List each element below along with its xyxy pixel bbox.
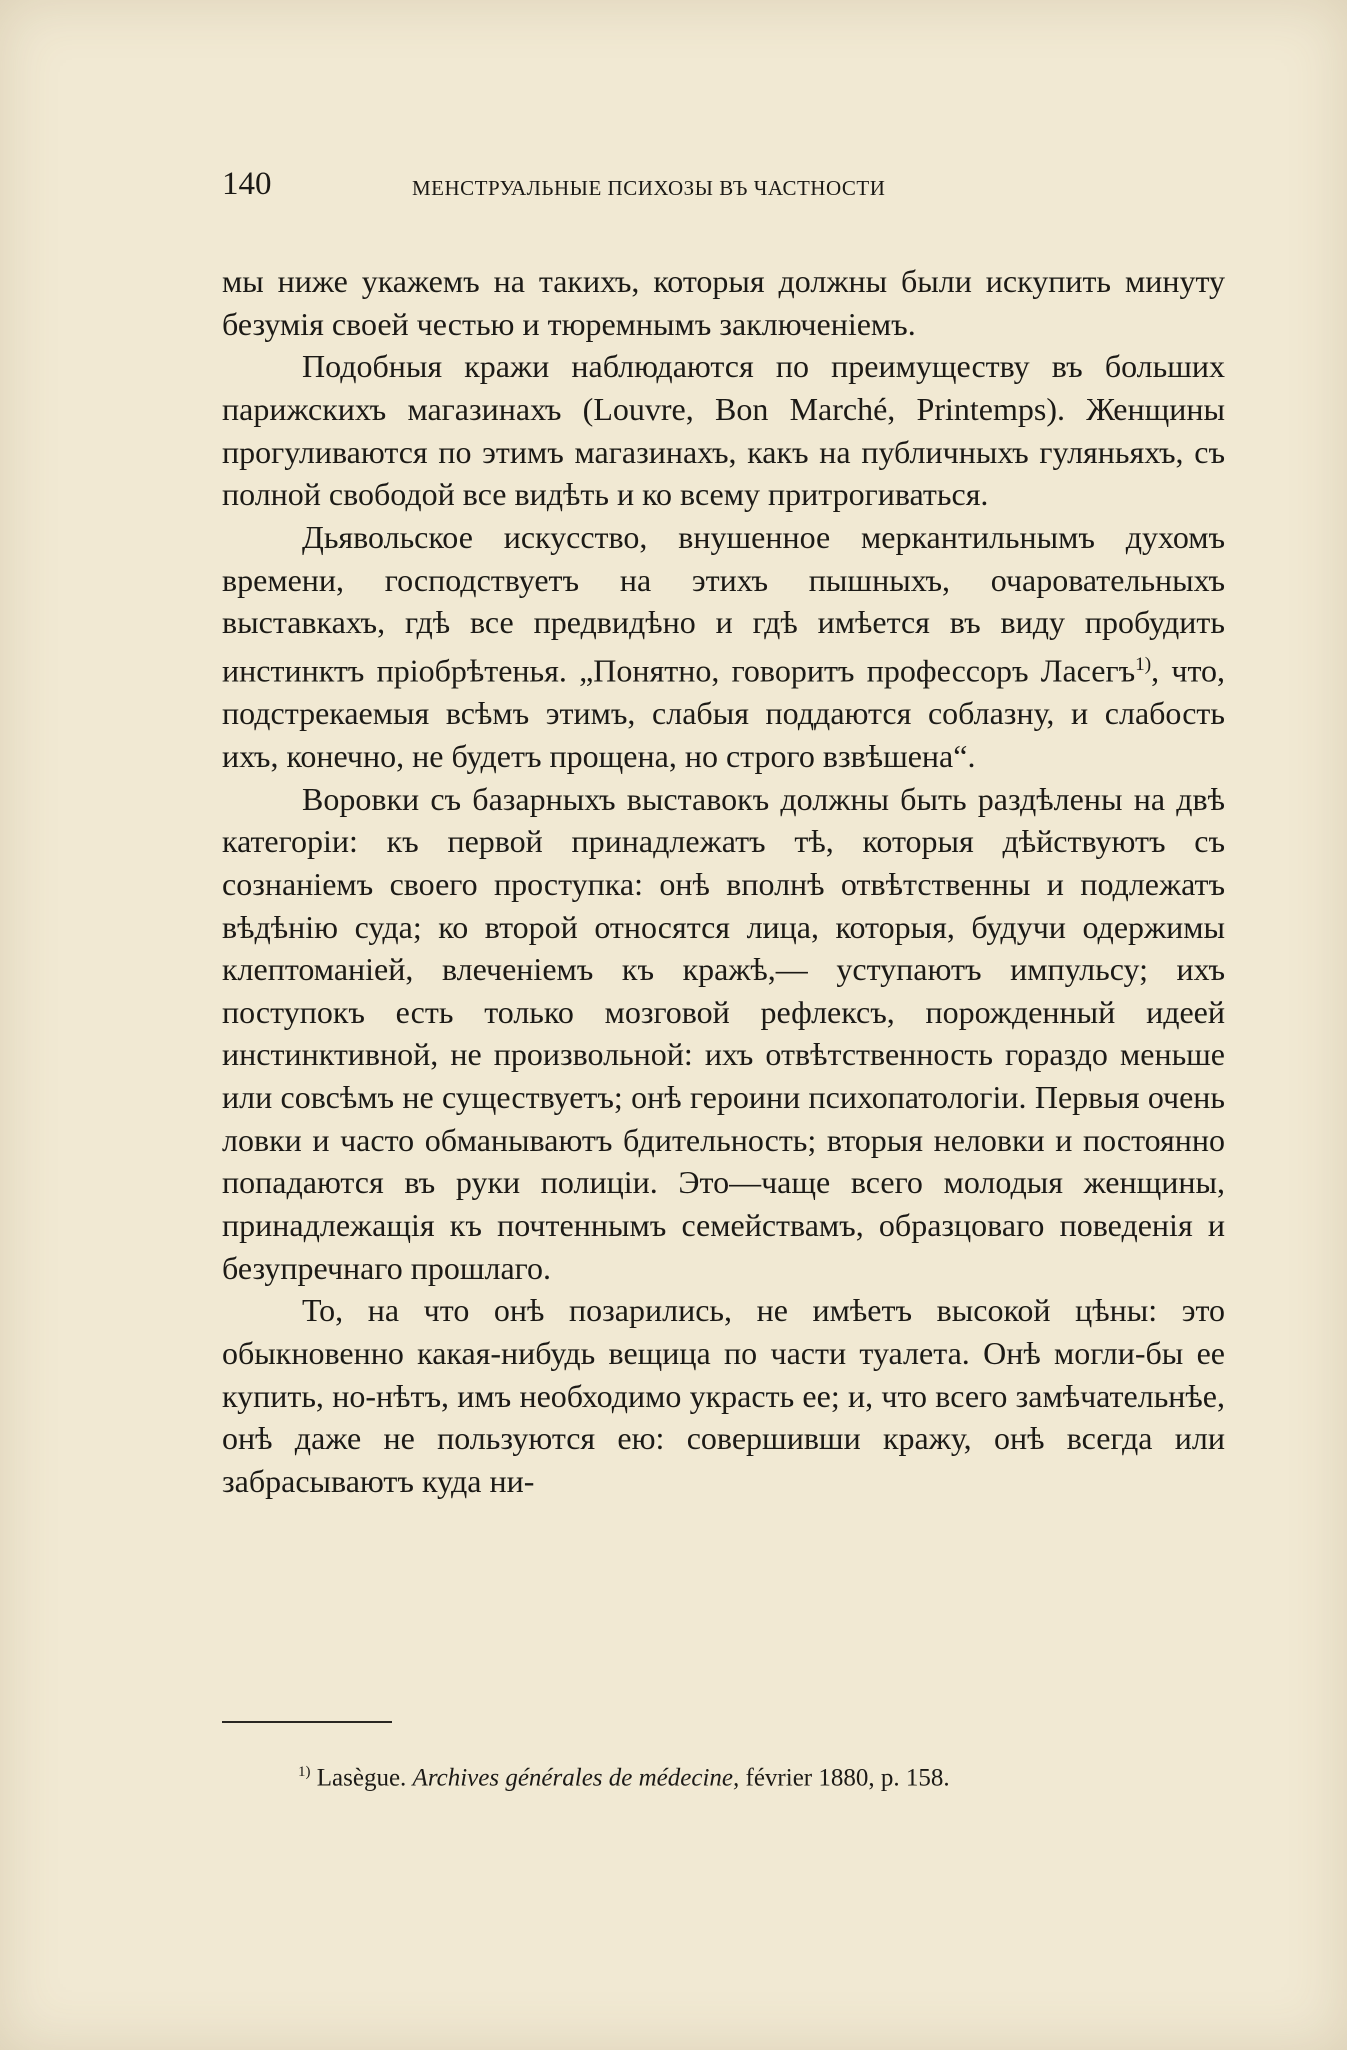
- paragraph-3-text-before: Дьявольское искусство, внушенное меркантильнымъ духомъ времени, господствуетъ на этихъ пышныхъ, очаровательныхъ выставкахъ, гдѣ все предвидѣно и гдѣ имѣется въ виду пробудить инстинктъ пріобрѣтенья. „Понятно, говоритъ профессоръ Ласегъ: [222, 518, 1225, 689]
- page-header: [222, 166, 1102, 206]
- paragraph-2: Подобныя кражи наблюдаются по преимуществу въ больших парижскихъ магазинахъ (Louvre, Bon Marché, Printemps). Женщины прогуливаются по этимъ магазинахъ, какъ на публичныхъ гуляньяхъ, съ полной свободой все видѣть и ко всему притрогиваться.: [222, 348, 1225, 513]
- paragraph-5: То, на что онѣ позарились, не имѣетъ высокой цѣны: это обыкновенно какая-нибудь вещица по части туалета. Онѣ могли-бы ее купить, но-нѣтъ, имъ необходимо украсть ее; и, что всего замѣчательнѣе, онѣ даже не пользуются ею: совершивши кражу, онѣ всегда или забрасываютъ куда ни-: [222, 1292, 1225, 1500]
- footnote-author: Lasègue.: [316, 1764, 407, 1792]
- paragraph-3-text-after: , что, подстрекаемыя всѣмъ этимъ, слабыя поддаются соблазну, и слабость ихъ, конечно, не будетъ прощена, но строго взвѣшена“.: [222, 652, 1226, 774]
- footnote-divider: [222, 1721, 392, 1723]
- footnote-reference: 1): [1135, 653, 1152, 675]
- paragraph-3: [222, 516, 1225, 778]
- running-title: МЕНСТРУАЛЬНЫЕ ПСИХОЗЫ ВЪ ЧАСТНОСТИ: [412, 176, 886, 200]
- paragraph-4: Воровки съ базарныхъ выставокъ должны быть раздѣлены на двѣ категоріи: къ первой принадлежатъ тѣ, которыя дѣйствуютъ съ сознаніемъ своего проступка: онѣ вполнѣ отвѣтственны и подлежатъ вѣдѣнію суда; ко второй относятся лица, которыя, будучи одержимы клептоманіей, влеченіемъ къ кражѣ,— уступаютъ импульсу; ихъ поступокъ есть только мозговой рефлексъ, порожденный идеей инстинктивной, не произвольной: ихъ отвѣтственность гораздо меньше или совсѣмъ не существуетъ; онѣ героини психопатологіи. Первыя очень ловки и часто обманываютъ бдительность; вторыя неловки и постоянно попадаются въ руки полиціи. Это—чаще всего молодыя женщины, принадлежащія къ почтеннымъ семействамъ, образцоваго поведенія и безупречнаго прошлаго.: [222, 780, 1225, 1286]
- paragraph-1: мы ниже укажемъ на такихъ, которыя должны были искупить минуту безумія своей честью и тюремнымъ заключеніемъ.: [222, 263, 1225, 342]
- footnote-details: février 1880, p. 158.: [745, 1764, 950, 1792]
- main-text: [222, 260, 1225, 1503]
- footnote-title: Archives générales de médecine,: [412, 1764, 740, 1792]
- page-number: 140: [222, 166, 272, 202]
- footnote-marker: 1): [298, 1764, 311, 1780]
- footnote: [298, 1764, 950, 1792]
